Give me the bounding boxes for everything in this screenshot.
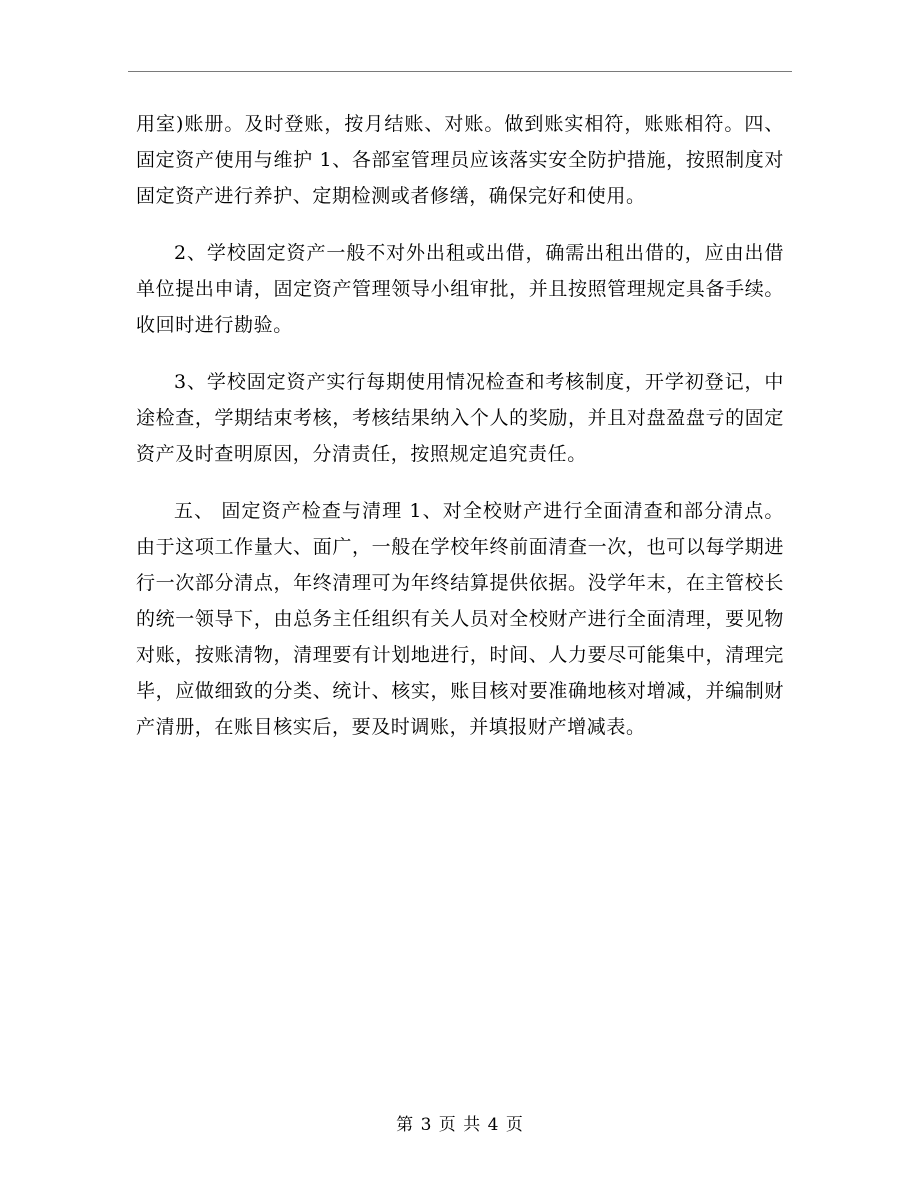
- page-number-footer: 第 3 页 共 4 页: [396, 1115, 524, 1135]
- paragraph-asset-lending: 2、学校固定资产一般不对外出租或出借，确需出租出借的，应由出借单位提出申请，固定资产管理领导小组审批，并且按照管理规定具备手续。收回时进行勘验。: [136, 242, 784, 336]
- paragraph-asset-inventory-clearing: 五、 固定资产检查与清理 1、对全校财产进行全面清查和部分清点。由于这项工作量大、面广，一般在学校年终前面清查一次，也可以每学期进行一次部分清点，年终清理可为年终结算提供依据。没学年末，在主管校长的统一领导下，由总务主任组织有关人员对全校财产进行全面清理，要见物对账，按账清物，清理要有计划地进行，时间、人力要尽可能集中，清理完毕，应做细致的分类、统计、核实，账目核对要准确地核对增减，并编制财产清册，在账目核实后，要及时调账，并填报财产增减表。: [136, 500, 784, 738]
- paragraph-asset-registration-and-maintenance: 用室)账册。及时登账，按月结账、对账。做到账实相符，账账相符。四、固定资产使用与维护 1、各部室管理员应该落实安全防护措施，按照制度对固定资产进行养护、定期检测或者修缮，确保完好和使用。: [136, 113, 784, 207]
- header-divider: [128, 71, 792, 72]
- paragraph-asset-inspection: 3、学校固定资产实行每期使用情况检查和考核制度，开学初登记，中途检查，学期结束考核，考核结果纳入个人的奖励，并且对盘盈盘亏的固定资产及时查明原因，分清责任，按照规定追究责任。: [136, 371, 784, 465]
- document-body: [136, 106, 784, 745]
